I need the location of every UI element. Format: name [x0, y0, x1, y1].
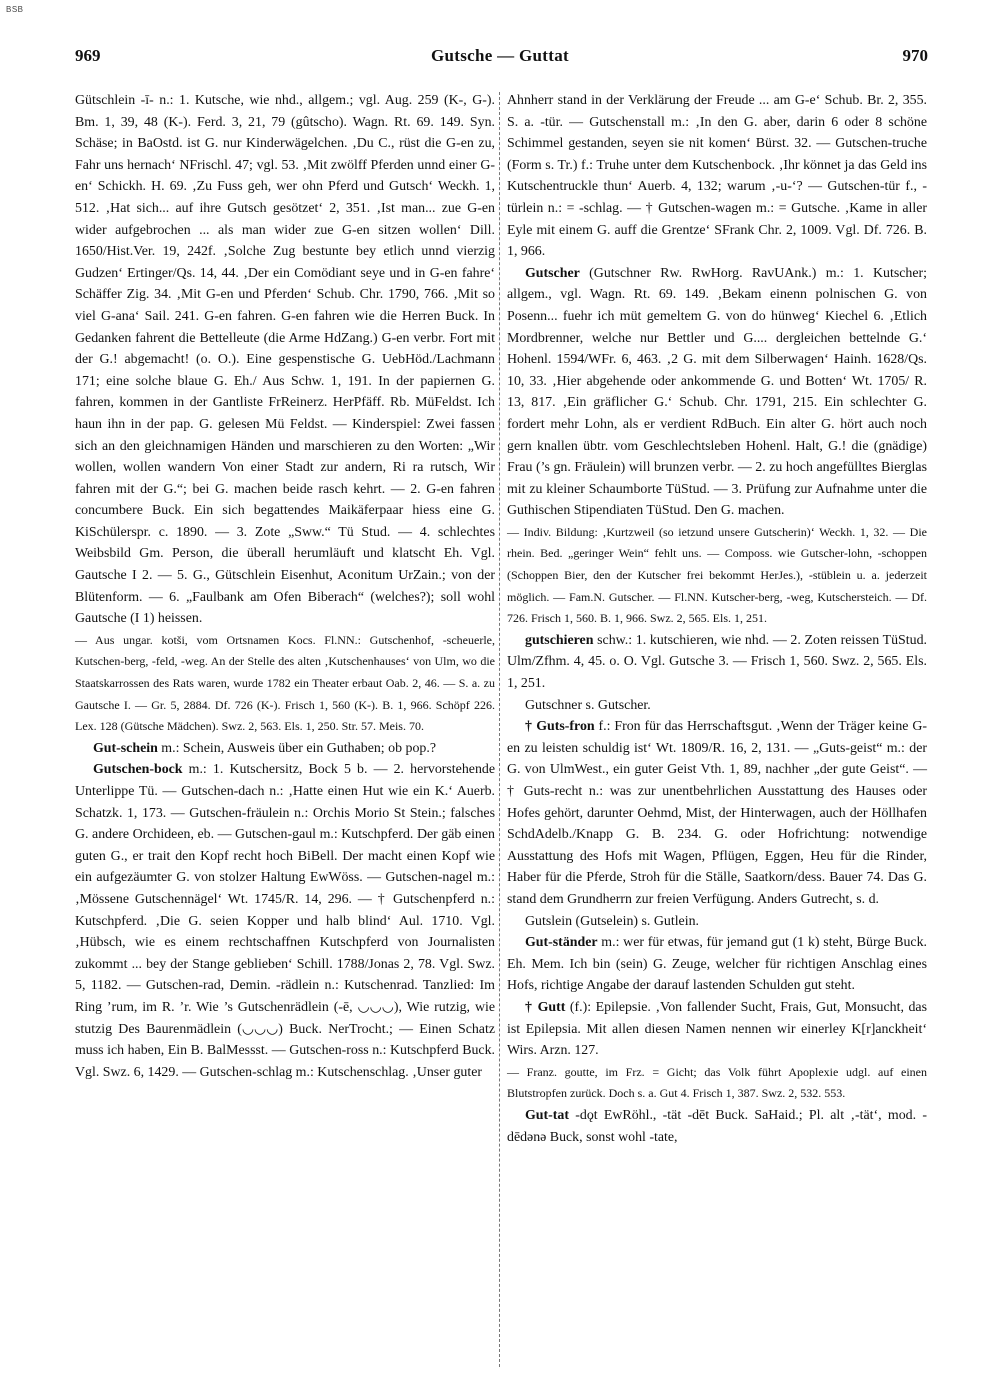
entry-text: — Aus ungar. kotši, vom Ortsnamen Kocs. Fl.NN.: Gutschenhof, -scheuerle, Kutschen-berg, -feld, -weg. An der Stelle des alten ‚Kutschenhauses‘ von Ulm, wo die Staatskarrossen des Rats waren, wurde 1782 ein Theater erbaut Oab. 2, 46. — S. a. zu Gautsche I. — Gr. 5, 2884. Df. 726 (K-). Frisch 1, 560 (K-). B. 1, 966. Schöpf 226. Lex. 128 (Gütsche Mädchen). Swz. 2, 563. Els. 1, 250. Str. 57. Meis. 70. [75, 632, 495, 734]
entry-headword: Gut-tat [525, 1107, 569, 1123]
etymology-note [507, 1062, 927, 1105]
dictionary-entry [507, 263, 927, 522]
entry-text: — Franz. goutte, im Frz. = Gicht; das Volk führt Apoplexie udgl. auf einen Blutstropfen zurück. Doch s. a. Gut 4. Frisch 1, 387. Swz. 2, 532. 553. [507, 1064, 927, 1101]
dictionary-entry [507, 1105, 927, 1148]
dictionary-entry [75, 90, 495, 630]
entry-text: f.: Fron für das Herrschaftsgut. ‚Wenn der Träger keine G-en zu leisten schuldig ist‘ Wt. 1809/R. 16, 2, 131. — „Guts-geist“ m.: der G. von UlmWest., ein guter Geist Vth. 1, 89, nachher „der gute Geist“. — † Guts-recht n.: was zur unentbehrlichen Ausstattung des Hauses oder Hofes gehört, darunter Oehmd, Mist, der Hinterwagen, auch der Höllhafen SchdAdelb./Knapp G. B. 234. G. oder Hofrichtung: notwendige Ausstattung des Hofs mit Wagen, Pflügen, Eggen, Heu für die Rinder, Haber für die Pferde, Stroh für die Ställe, Saatkorn/dess. Bauer 74. Das G. stand dem Grundherrn zur freien Verfügung. Anders Gutrecht, s. d. [507, 719, 927, 907]
dictionary-entry [507, 630, 927, 695]
dictionary-entry [507, 997, 927, 1062]
entry-headword: Gutschen-bock [93, 762, 183, 778]
entry-text: Gütschlein -ī- n.: 1. Kutsche, wie nhd., allgem.; vgl. Aug. 259 (K-, G-). Bm. 1, 39, 48 (K-). Ferd. 3, 21, 79 (gûtscho). Wagn. Rt. 69. 149. Syn. Schäse; in BaOstd. ist G. nur Kinderwägelchen. ‚Du C., rüst die G-en zu, Fahr uns hernach‘ NFrischl. 47; vgl. 53. ‚Mit zwölff Pferden unnd einer G-en‘ Schickh. H. 69. ‚Zu Fuss geh, wer ohn Pferd und Gutsch‘ Weckh. 1, 512. ‚Hat sich... auf ihre Gutsch gesötzet‘ 2, 351. ‚Ist man... zue G-en wider aufgebrochen ... als man wider zue G-en sitzen wollen‘ Dill. 1650/Hist.Ver. 19, 242f. ‚Solche Zug bestunte bey etlich unnd vierzig Gudzen‘ Ertinger/Qs. 14, 44. ‚Der ein Comödiant seye und in G-en fahre‘ Schäffer Zig. 34. ‚Mit G-en und Pferden‘ Schub. Chr. 1790, 766. ‚Mit so viel G-ana‘ Sail. 241. G-en fahren. G-en fahren wie die Herren Buck. In Gedanken fahrent die Bettelleute (die Arme HdZang.) G-en verbr. Fort mit der G.! abgemacht! (o. O.). Eine gespenstische G. UebHöd./Lachmann 171; eine solche blaue G. Eh./ Aus Schw. 1, 191. In der papiernen G. fahren, kommen in der Gantliste FrReinerz. HerPfäff. Rb. MüFeldst. Ich haun ihn in der pap. G. gelesen Mü Feldst. — Kinderspiel: Zwei fassen sich an den gleichnamigen Händen und marschieren zu den Worten: „Wir wollen, wollen wandern Von einer Stadt zur andern, Ri ra rutsch, Wir fahren mit der G.“; bei G. machen beide rasch kehrt. — 2. G-en fahren concumbere Buck. Ein sich begattendes Maikäferpaar hiess eine G. KiSchülerspr. c. 1890. — 3. Zote „Sww.“ Tü Stud. — 4. schlechtes Weibsbild Gm. Person, die überall herumläuft und klatscht Eh. Vgl. Gautsche I 2. — 5. G., Gütschlein Eisenhut, Aconitum UrZain.; von der Blütenform. — 6. „Faulbank am Ofen Biberach“ (welches?); soll wohl Gautsche (I 1) heissen. [75, 93, 495, 627]
dictionary-entry [75, 759, 495, 1083]
dictionary-entry [507, 716, 927, 910]
page-number-left: 969 [75, 46, 101, 65]
entry-text: — Indiv. Bildung: ‚Kurtzweil (so ietzund unsere Gutscherin)‘ Weckh. 1, 32. — Die rhein. Bed. „geringer Wein“ fehlt uns. — Composs. wie Gutscher-lohn, -schoppen (Schoppen Bier, den der Kutscher frei bekommt HerJes.), -stüblein u. a. jederzeit möglich. — Fam.N. Gutscher. — Fl.NN. Kutscher-berg, -weg, Kutschersteich. — Df. 726. Frisch 1, 560. B. 1, 966. Swz. 2, 565. Els. 1, 251. [507, 524, 927, 626]
right-column [507, 90, 927, 1148]
entry-headword: Gut-schein [93, 740, 158, 756]
entry-text: (Gutschner Rw. RwHorg. RavUAnk.) m.: 1. Kutscher; allgem., vgl. Wagn. Rt. 69. 149. ‚Bekam einenn polnischen G. von Posenn... fuehr ich müt gemeltem G. von do hünweg‘ Kiechel 6. ‚Etlich Mordbrenner, welche nur Bettler und G.... dergleichen bettelnde G.‘ Hohenl. 1594/WFr. 6, 463. ‚2 G. mit dem Silberwagen‘ Hainh. 1628/Qs. 10, 33. ‚Hier abgehende oder ankommende G. und Botten‘ Wt. 1705/ R. 13, 817. ‚Ein gräflicher G.‘ Schub. Chr. 1791, 215. Ein schlechter G. fordert mehr Lohn, als er verdient RdBuch. Ein alter G. hört auch noch gern knallen übtr. vom Geschlechtsleben Hohenl. Halt, G.! die (gnädige) Frau (’s gn. Fräulein) will brunzen verbr. — 2. zu hoch angefülltes Bierglas mit zu kleiner Schaumborte TüStud. — 3. Prüfung zur Aufnahme unter die Guthischen Stipendiaten TüStud. Den G. machen. [507, 265, 927, 519]
entry-headword: gutschieren [525, 632, 594, 648]
running-title: Gutsche — Guttat [431, 46, 569, 65]
entry-text: m.: Schein, Ausweis über ein Guthaben; ob pop.? [157, 740, 436, 756]
entry-headword: † Guts-fron [525, 719, 595, 735]
dictionary-entry [507, 695, 927, 717]
entry-text: schw.: 1. kutschieren, wie nhd. — 2. Zoten reissen TüStud. Ulm/Zfhm. 4, 45. o. O. Vgl. Gutsche 3. — Frisch 1, 560. Swz. 2, 565. Els. 1, 251. [507, 632, 927, 692]
library-stamp: BSB [6, 5, 24, 14]
entry-headword: Gut-ständer [525, 935, 598, 951]
entry-text: m.: 1. Kutschersitz, Bock 5 b. — 2. hervorstehende Unterlippe Tü. — Gutschen-dach n.: ‚Hatte einen Hut wie ein K.‘ Auerb. Schatzk. 1, 173. — Gutschen-fräulein n.: Orchis Morio St Stein.; falsches G. andere Orchideen, eb. — Gutschen-gaul m.: Kutschpferd. Der gäb einen guten G., er trait den Kopf recht hoch BiBell. Der macht einen Kopf wie ein aufgezäumter G. von stolzer Haltung EwWöss. — Gutschen-nagel m.: ‚Mössene Gutschennägel‘ Wt. 1745/R. 14, 296. — † Gutschenpferd n.: Kutschpferd. ‚Die G. seien Kopper und halb blind‘ Aul. 1710. Vgl. ‚Hübsch, wie es einem rechtschaffnen Kutschpferd von Journalisten zukommt ... bey der Stange geblieben‘ Schill. 1788/Jonas 2, 78. Vgl. Swz. 5, 1182. — Gutschen-rad, Demin. -rädlein n.: Kutschenrad. Tanzlied: Im Ring ’rum, im R. ’r. Wie ’s Gutschenrädlein (-ē, ◡◡◡), Wie rutzig, wie stutzig Des Baurenmädlein (◡◡◡) Buck. NerTrocht.; — Einen Schatz muss ich haben, Ein B. BalMessst. — Gutschen-ross n.: Kutschpferd Buck. Vgl. Swz. 6, 1429. — Gutschen-schlag m.: Kutschenschlag. ‚Unser guter [75, 762, 495, 1080]
etymology-note [75, 630, 495, 738]
entry-text: (f.): Epilepsie. ‚Von fallender Sucht, Frais, Gut, Monsucht, das ist Epilepsia. Mit allen diesen Namen nennen wir einerley K[r]anckheit‘ Wirs. Arzn. 127. [507, 999, 928, 1059]
dictionary-entry [75, 738, 495, 760]
entry-text: Ahnherr stand in der Verklärung der Freude ... am G-e‘ Schub. Br. 2, 355. S. a. -tür. — Gutschenstall m.: ‚In den G. aber, darin 6 oder 8 schöne Schimmel gestanden, seyen sie nit komen‘ Bürst. 32. — Gutschen-truche (Form s. Tr.) f.: Truhe unter dem Kutschenbock. ‚Ihr könnet ja das Geld ins Kutschentruckle thun‘ Auerb. 4, 132; warum ‚-u-‘? — Gutschen-tür f., -türlein n.: = -schlag. — † Gutschen-wagen m.: = Gutsche. ‚Kame in aller Eyle mit einem G. auff die Grentze‘ SFrank Chr. 2, 1009. Vgl. Df. 726. B. 1, 966. [507, 93, 927, 260]
dictionary-entry [507, 932, 927, 997]
dictionary-entry [507, 90, 927, 263]
entry-headword: Gutscher [525, 265, 580, 281]
etymology-note [507, 522, 927, 630]
entry-headword: † Gutt [525, 999, 566, 1015]
entry-text: m.: wer für etwas, für jemand gut (1 k) steht, Bürge Buck. Eh. Mem. Ich bin (sein) G. Zeuge, welcher für richtigen Anschlag eines Hofs, richtige Angabe der darauf lastenden Schulden gut steht. [507, 935, 927, 994]
left-column [75, 90, 495, 1083]
entry-text: Gutschner s. Gutscher. [525, 697, 651, 713]
column-divider [499, 92, 500, 1367]
entry-text: Gutslein (Gutselein) s. Gutlein. [525, 913, 699, 929]
dictionary-entry [507, 911, 927, 933]
entry-text: -dǫt EwRöhl., -tät -dēt Buck. SaHaid.; Pl. alt ‚-tät‘, mod. -dēdənə Buck, sonst wohl -tate, [507, 1107, 927, 1145]
page-number-right: 970 [902, 46, 928, 65]
